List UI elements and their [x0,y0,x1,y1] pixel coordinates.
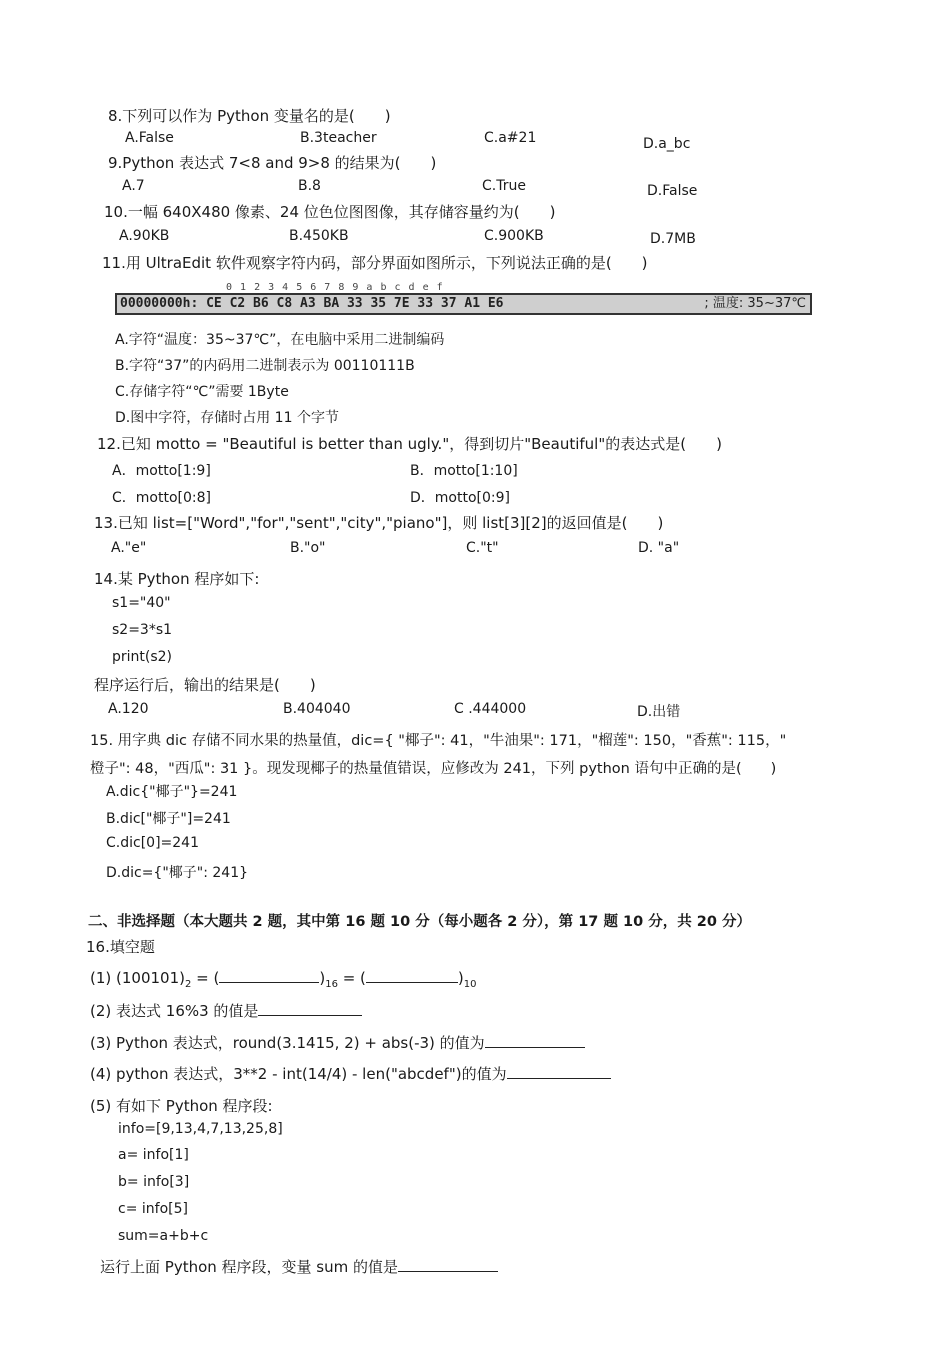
answer-blank[interactable] [507,1064,611,1079]
q13-option-a: A."e" [111,540,147,556]
q12-option-d: D．motto[0:9] [410,490,510,506]
q9-option-c: C.True [482,178,526,194]
q16-part4-text: (4) python 表达式，3**2 - int(14/4) - len("abcdef")的值为 [90,1065,507,1083]
q14-option-b: B.404040 [283,701,351,717]
q16-code-line: c= info[5] [118,1201,188,1217]
q16-code-line: a= info[1] [118,1147,189,1163]
q16-part2 [90,1000,362,1021]
q8-option-c: C.a#21 [484,130,537,146]
q16-part3 [90,1032,585,1053]
answer-blank[interactable] [219,968,319,983]
q13-option-b: B."o" [290,540,326,556]
q16-title: 16.填空题 [86,938,155,956]
q16-part1-end: ) [457,969,464,987]
q13-option-d: D. "a" [638,540,680,556]
q13-stem: 13.已知 list=["Word","for","sent","city","piano"]，则 list[3][2]的返回值是( ) [94,514,664,532]
q12-option-c: C．motto[0:8] [112,490,211,506]
q12-option-a: A．motto[1:9] [112,463,211,479]
q9-option-d: D.False [647,183,698,199]
q8-option-b: B.3teacher [300,130,377,146]
q15-option-c: C.dic[0]=241 [106,835,199,851]
q12-option-b: B．motto[1:10] [410,463,518,479]
ultraedit-hex-view [115,293,812,315]
q11-option-c: C.存储字符“℃”需要 1Byte [115,384,289,400]
base-10-subscript: 10 [463,979,477,990]
q16-part1-prefix: (1) (100101) [90,969,185,987]
q16-part1-eq: = ( [196,969,220,987]
q16-part1-eq2: = ( [342,969,366,987]
q15-option-b: B.dic["椰子"]=241 [106,811,231,827]
q16-code-line: b= info[3] [118,1174,190,1190]
q16-part5-ask-text: 运行上面 Python 程序段，变量 sum 的值是 [100,1258,399,1276]
q16-part2-text: (2) 表达式 16%3 的值是 [90,1002,259,1020]
q14-code-line: s2=3*s1 [112,622,173,638]
q14-ask: 程序运行后，输出的结果是( ) [94,676,316,694]
q16-code-line: info=[9,13,4,7,13,25,8] [118,1121,283,1137]
q13-option-c: C."t" [466,540,499,556]
q9-option-a: A.7 [122,178,145,194]
answer-blank[interactable] [398,1257,498,1272]
base-2-subscript: 2 [184,979,192,990]
q10-option-a: A.90KB [119,228,170,244]
q14-option-a: A.120 [108,701,149,717]
base-16-subscript: 16 [325,979,338,990]
q15-option-d: D.dic={"椰子": 241} [106,865,249,881]
q14-option-d: D.出错 [637,704,681,720]
q14-code-line: s1="40" [112,595,171,611]
answer-blank[interactable] [366,968,458,983]
q16-part4 [90,1063,611,1084]
q11-option-a: A.字符“温度：35~37℃”，在电脑中采用二进制编码 [115,332,445,348]
q11-option-b: B.字符“37”的内码用二进制表示为 00110111B [115,358,415,374]
hex-bytes-line: 00000000h: CE C2 B6 C8 A3 BA 33 35 7E 33 37 A1 E6 [120,296,504,311]
q11-option-d: D.图中字符，存储时占用 11 个字节 [115,410,339,426]
q8-option-a: A.False [125,130,174,146]
q14-option-c: C .444000 [454,701,527,717]
q15-stem-line2: 橙子": 48，"西瓜": 31 }。现发现椰子的热量值错误，应修改为 241，下列 python 语句中正确的是( ) [90,761,777,777]
q16-part1-close: ) [319,969,326,987]
hex-decoded-text: ; 温度: 35~37℃ [704,296,806,311]
q10-option-b: B.450KB [289,228,349,244]
q16-code-line: sum=a+b+c [118,1228,209,1244]
q16-part1 [90,968,477,990]
q14-code-line: print(s2) [112,649,173,665]
q10-option-d: D.7MB [650,231,696,247]
hex-column-numbers: 0 1 2 3 4 5 6 7 8 9 a b c d e f [226,282,444,293]
answer-blank[interactable] [258,1001,362,1016]
q14-stem: 14.某 Python 程序如下: [94,570,260,588]
q15-stem-line1: 15. 用字典 dic 存储不同水果的热量值，dic={ "椰子": 41，"牛油果": 171，"榴莲": 150，"香蕉": 115，" [90,733,787,749]
q16-part5-ask [100,1256,498,1277]
q8-stem: 8.下列可以作为 Python 变量名的是( ) [108,107,391,125]
q16-part5: (5) 有如下 Python 程序段: [90,1097,273,1115]
section-2-heading: 二、非选择题（本大题共 2 题，其中第 16 题 10 分（每小题各 2 分），第 17 题 10 分，共 20 分） [88,914,751,930]
q9-stem: 9.Python 表达式 7<8 and 9>8 的结果为( ) [108,154,437,172]
q11-stem: 11.用 UltraEdit 软件观察字符内码，部分界面如图所示，下列说法正确的是( ) [102,254,648,272]
q15-option-a: A.dic{"椰子"}=241 [106,784,238,800]
q10-option-c: C.900KB [484,228,544,244]
q9-option-b: B.8 [298,178,321,194]
answer-blank[interactable] [485,1033,585,1048]
q16-part3-text: (3) Python 表达式，round(3.1415, 2) + abs(-3) 的值为 [90,1034,485,1052]
q12-stem: 12.已知 motto = "Beautiful is better than ugly."，得到切片"Beautiful"的表达式是( ) [97,435,722,453]
q8-option-d: D.a_bc [643,136,691,152]
q10-stem: 10.一幅 640X480 像素、24 位色位图图像，其存储容量约为( ) [104,203,556,221]
